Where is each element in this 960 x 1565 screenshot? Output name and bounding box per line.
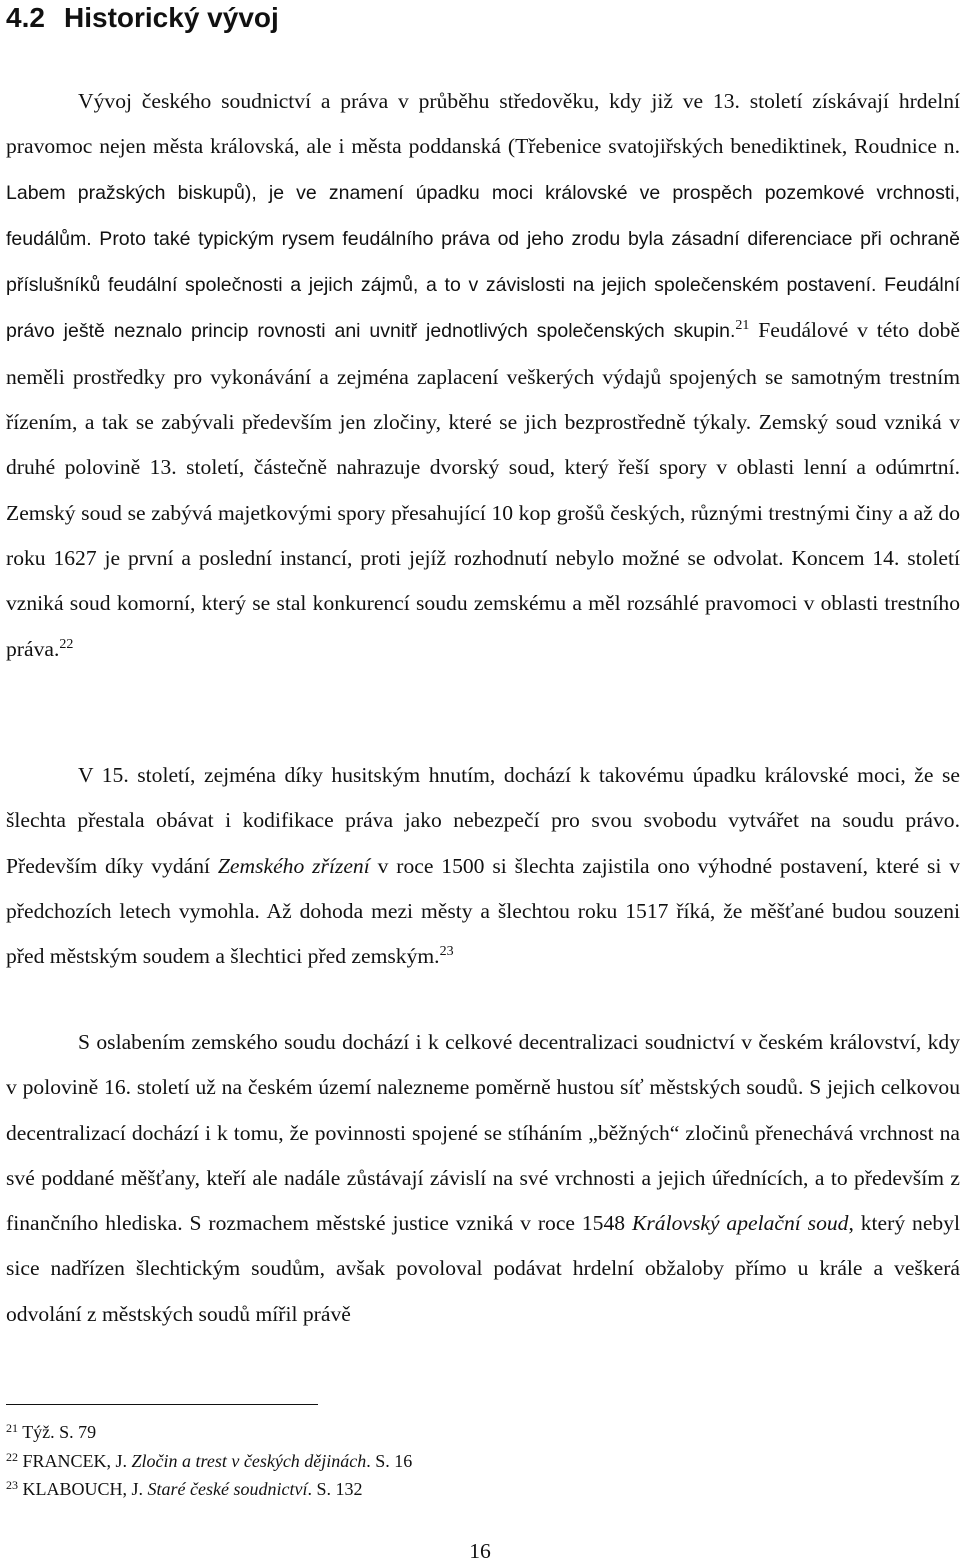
paragraph-text: Feudálové v této době neměli prostředky pro vykonávání a zejména zaplacení veškerých výdajů spojených se samotným trestním řízením, a tak se zabývali především jen zločiny, které se jich bezprostředně týkaly. Zemský soud vzniká v druhé polovině 13. století, částečně nahrazuje dvorský soud, který řeší spory v oblasti lenní a odúmrtní. Zemský soud se zabývá majetkovými spory přesahující 10 kop grošů českých, různými trestnými činy a až do roku 1627 je první a poslední instancí, proti jejíž rozhodnutí nebylo možné se odvolat. Koncem 14. století vzniká soud komorní, který se stal konkurencí soudu zemskému a měl rozsáhlé pravomoci v oblasti trestního práva. [6, 318, 960, 661]
page-number: 16 [469, 1539, 491, 1563]
footnote-reference: 22 [59, 636, 74, 652]
paragraph-text: S oslabením zemského soudu dochází i k celkové decentralizaci soudnictví v českém království, kdy v polovině 16. století už na českém území nalezneme poměrně hustou síť městských soudů. S jejich celkovou decentralizací dochází i k tomu, že povinnosti spojené se stíháním „běžných“ zločinů přenechává vrchnost na své poddané měšťany, kteří ale nadále zůstávají závislí na své vrchnosti a jejich úřednících, a to především z finančního hlediska. S rozmachem městské justice vzniká v roce 1548 [6, 1030, 960, 1236]
paragraph-text: , který nebyl sice nadřízen šlechtickým soudům, avšak povoloval podávat hrdelní obžaloby přímo u krále a veškerá odvolání z městských soudů mířil právě [6, 1211, 960, 1326]
paragraph [6, 753, 960, 979]
section-number: 4.2 [6, 2, 45, 33]
paragraph-text: Labem pražských biskupů), je ve znamení úpadku moci královské ve prospěch pozemkové vrchnosti, feudálům. Proto také typickým rysem feudálního práva od jeho zrodu byla zásadní diferenciace při ochraně příslušníků feudální společnosti a jejich zájmů, a to v závislosti na jejich společenském postavení. Feudální právo ještě neznalo princip rovnosti ani uvnitř jednotlivých společenských skupin. [6, 181, 960, 343]
paragraph-text: v roce 1500 si šlechta zajistila ono výhodné postavení, které si v předchozích letech vymohla. Až dohoda mezi městy a šlechtou roku 1517 říká, že měšťané budou souzeni před městským soudem a šlechtici před zemským. [6, 853, 960, 969]
footnote-italic-title: Staré české soudnictví [147, 1479, 308, 1499]
paragraph [6, 79, 960, 672]
footnote [6, 1445, 946, 1474]
paragraph-text: Vývoj českého soudnictví a práva v průběhu středověku, kdy již ve 13. století získávají hrdelní pravomoc nejen města královská, ale i města poddanská (Třebenice svatojiřských benediktinek, Roudnice n. [6, 89, 960, 159]
footnote-separator [6, 1404, 318, 1405]
footnote-text: KLABOUCH, J. [22, 1479, 148, 1499]
italic-title: Zemského zřízení [217, 853, 370, 878]
footnote [6, 1416, 946, 1445]
footnote-number: 22 [6, 1449, 18, 1464]
footnote-italic-title: Zločin a trest v českých dějinách [131, 1450, 367, 1471]
paragraph-text: V 15. století, zejména díky husitským hnutím, dochází k takovému úpadku královské moci, že se šlechta přestala obávat i kodifikace práva jako nebezpečí pro svou svobodu vytvářet na soudu právo. Především díky vydání [6, 763, 960, 878]
footnote-text: Týž. S. 79 [22, 1422, 97, 1442]
footnote-text: FRANCEK, J. [22, 1450, 132, 1471]
italic-title: Královský apelační soud [631, 1211, 849, 1236]
footnotes [6, 1416, 946, 1502]
footnote [6, 1473, 946, 1502]
footnote-text: . S. 16 [366, 1450, 413, 1471]
footnote-reference: 23 [439, 944, 454, 960]
paragraph [6, 1020, 960, 1337]
footnote-reference: 21 [735, 318, 750, 334]
section-title: Historický vývoj [64, 2, 279, 33]
footnote-number: 21 [6, 1421, 18, 1435]
footnote-text: . S. 132 [307, 1479, 363, 1499]
footnote-number: 23 [6, 1478, 18, 1492]
section-heading [6, 0, 279, 36]
